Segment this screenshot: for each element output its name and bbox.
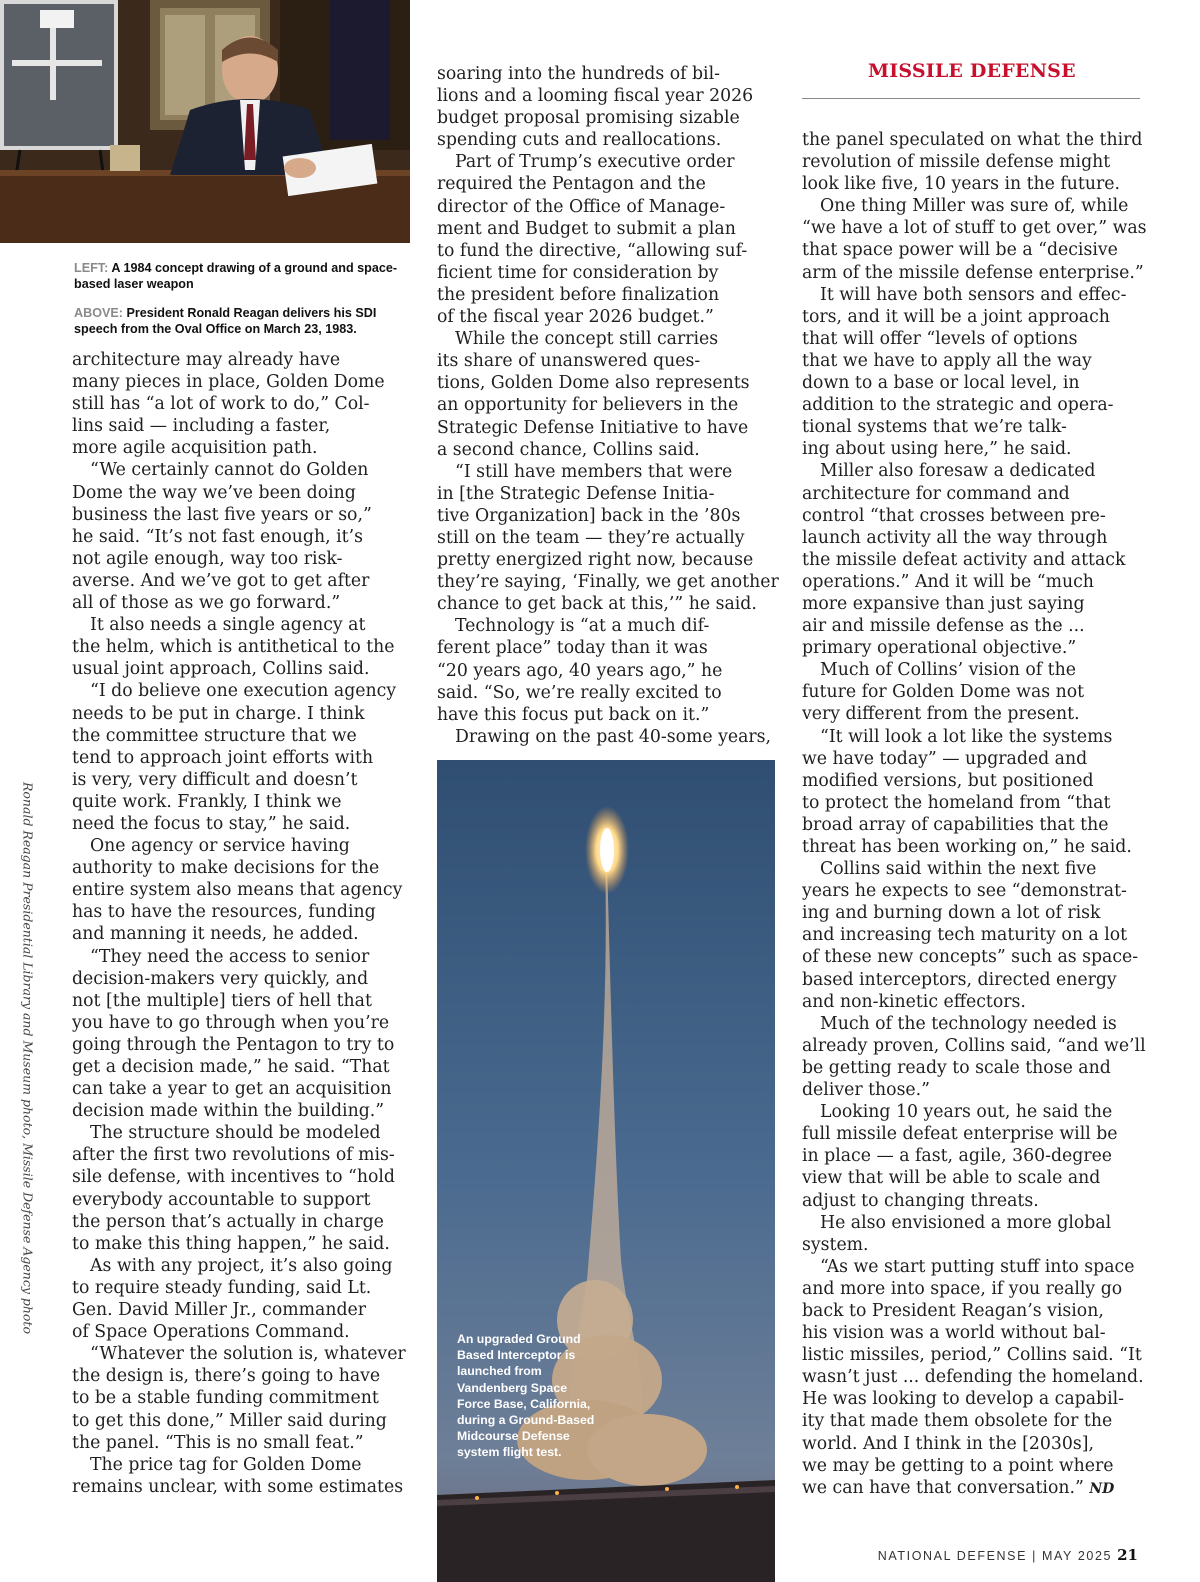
text-line: Collins said within the next five bbox=[820, 859, 1097, 880]
text-line: director of the Office of Manage- bbox=[437, 196, 726, 217]
text-line: Part of Trump’s executive order bbox=[455, 152, 735, 173]
text-line: “I do believe one execution agency bbox=[90, 681, 397, 702]
text-line: look like five, 10 years in the future. bbox=[802, 174, 1120, 195]
text-line: quite work. Frankly, I think we bbox=[72, 791, 342, 812]
text-line: still has “a lot of work to do,” Col- bbox=[72, 394, 370, 415]
text-line: business the last five years or so,” bbox=[72, 504, 372, 525]
text-line: air and missile defense as the ... bbox=[802, 616, 1085, 637]
text-line: he said. “It’s not fast enough, it’s bbox=[72, 526, 363, 547]
text-line: view that will be able to scale and bbox=[802, 1168, 1101, 1189]
text-line: we may be getting to a point where bbox=[802, 1455, 1114, 1476]
text-line: tions, Golden Dome also represents bbox=[437, 373, 750, 394]
end-mark: ND bbox=[1089, 1480, 1115, 1497]
text-line: Drawing on the past 40-some years, bbox=[455, 726, 772, 747]
text-line: addition to the strategic and opera- bbox=[802, 395, 1114, 416]
text-line: He was looking to develop a capabil- bbox=[802, 1389, 1124, 1410]
text-line: needs to be put in charge. I think bbox=[72, 703, 365, 724]
text-line: the missile defeat activity and attack bbox=[802, 549, 1126, 570]
article-column-1 bbox=[72, 349, 422, 1498]
caption-text-above: President Ronald Reagan delivers his SDI speech from the Oval Office on March 23, 1983. bbox=[74, 306, 377, 336]
text-line: modified versions, but positioned bbox=[802, 770, 1094, 791]
left-photo-caption bbox=[74, 260, 404, 292]
text-line: an opportunity for believers in the bbox=[437, 395, 739, 416]
text-line: is very, very difficult and doesn’t bbox=[72, 769, 358, 790]
text-line: a second chance, Collins said. bbox=[437, 439, 700, 460]
text-line: to make this thing happen,” he said. bbox=[72, 1233, 390, 1254]
text-line bbox=[802, 1477, 1147, 1500]
text-line: lins said — including a faster, bbox=[72, 416, 331, 437]
text-line: “They need the access to senior bbox=[90, 946, 370, 967]
text-line: we have today” — upgraded and bbox=[802, 748, 1088, 769]
text-line: and non-kinetic effectors. bbox=[802, 991, 1026, 1012]
text-line: The structure should be modeled bbox=[90, 1123, 381, 1144]
text-line: more expansive than just saying bbox=[802, 593, 1085, 614]
text-line: Dome the way we’ve been doing bbox=[72, 482, 356, 503]
caption-label-left: LEFT: bbox=[74, 261, 109, 275]
reagan-oval-office-photo bbox=[0, 0, 410, 243]
text-line: down to a base or local level, in bbox=[802, 373, 1080, 394]
text-line: be getting ready to scale those and bbox=[802, 1057, 1111, 1078]
text-line: and more into space, if you really go bbox=[802, 1278, 1123, 1299]
text-line: adjust to changing threats. bbox=[802, 1190, 1039, 1211]
text-line: future for Golden Dome was not bbox=[802, 682, 1085, 703]
page-footer bbox=[878, 1546, 1138, 1564]
text-line: pretty energized right now, because bbox=[437, 550, 754, 571]
above-photo-caption bbox=[74, 305, 404, 337]
text-line: in [the Strategic Defense Initia- bbox=[437, 483, 715, 504]
text-line: launch activity all the way through bbox=[802, 527, 1108, 548]
text-line: ment and Budget to submit a plan bbox=[437, 218, 736, 239]
text-line: Much of Collins’ vision of the bbox=[820, 660, 1076, 681]
text-line-last: we can have that conversation.” bbox=[802, 1477, 1084, 1498]
text-line: the president before finalization bbox=[437, 284, 720, 305]
text-line: control “that crosses between pre- bbox=[802, 505, 1106, 526]
text-line: required the Pentagon and the bbox=[437, 174, 706, 195]
text-line: threat has been working on,” he said. bbox=[802, 837, 1132, 857]
text-line: to protect the homeland from “that bbox=[802, 792, 1111, 813]
text-line: the panel speculated on what the third bbox=[802, 130, 1143, 150]
text-line: and increasing tech maturity on a lot bbox=[802, 925, 1128, 946]
section-title: MISSILE DEFENSE bbox=[868, 60, 1076, 82]
footer-separator: | bbox=[1032, 1549, 1037, 1563]
text-line: full missile defeat enterprise will be bbox=[802, 1124, 1118, 1145]
text-line: to require steady funding, said Lt. bbox=[72, 1277, 372, 1298]
text-line: tive Organization] back in the ’80s bbox=[437, 505, 741, 526]
text-line: Looking 10 years out, he said the bbox=[820, 1102, 1113, 1123]
text-line: listic missiles, period,” Collins said. “It bbox=[802, 1345, 1142, 1366]
text-line: “We certainly cannot do Golden bbox=[90, 460, 369, 481]
text-line: “As we start putting stuff into space bbox=[820, 1256, 1135, 1277]
text-line: He also envisioned a more global bbox=[820, 1212, 1112, 1233]
text-line: deliver those.” bbox=[802, 1080, 930, 1101]
text-line: entire system also means that agency bbox=[72, 880, 403, 901]
text-line: decision-makers very quickly, and bbox=[72, 968, 369, 989]
text-line: lions and a looming fiscal year 2026 bbox=[437, 86, 754, 107]
text-line: architecture may already have bbox=[72, 350, 341, 370]
text-line: remains unclear, with some estimates bbox=[72, 1476, 404, 1497]
text-line: of Space Operations Command. bbox=[72, 1322, 350, 1343]
text-line: need the focus to stay,” he said. bbox=[72, 813, 351, 834]
text-line: you have to go through when you’re bbox=[72, 1012, 390, 1033]
text-line: going through the Pentagon to try to bbox=[72, 1034, 395, 1055]
text-line: authority to make decisions for the bbox=[72, 858, 380, 879]
text-line: “Whatever the solution is, whatever bbox=[90, 1344, 406, 1365]
article-column-3 bbox=[802, 129, 1147, 1500]
text-line: still on the team — they’re actually bbox=[437, 527, 745, 548]
text-line: to fund the directive, “allowing suf- bbox=[437, 240, 748, 261]
text-line: more agile acquisition path. bbox=[72, 438, 318, 459]
text-line: in place — a fast, agile, 360-degree bbox=[802, 1146, 1113, 1167]
text-line: “we have a lot of stuff to get over,” was bbox=[802, 218, 1147, 239]
text-line: usual joint approach, Collins said. bbox=[72, 659, 370, 680]
text-line: Strategic Defense Initiative to have bbox=[437, 417, 749, 438]
issue-date: MAY 2025 bbox=[1042, 1549, 1113, 1563]
text-line: based interceptors, directed energy bbox=[802, 969, 1117, 990]
text-line: of the fiscal year 2026 budget.” bbox=[437, 307, 714, 328]
text-line: “20 years ago, 40 years ago,” he bbox=[437, 660, 723, 681]
text-line: after the first two revolutions of mis- bbox=[72, 1145, 395, 1166]
text-line: architecture for command and bbox=[802, 483, 1070, 504]
interceptor-launch-photo bbox=[437, 760, 775, 1582]
text-line: The price tag for Golden Dome bbox=[90, 1454, 362, 1475]
text-line: many pieces in place, Golden Dome bbox=[72, 372, 385, 393]
photo-credit: Ronald Reagan Presidential Library and Museum photo, Missile Defense Agency photo bbox=[20, 782, 36, 1334]
caption-label-above: ABOVE: bbox=[74, 306, 123, 320]
text-line: has to have the resources, funding bbox=[72, 902, 376, 923]
text-line: broad array of capabilities that the bbox=[802, 814, 1109, 835]
text-line: to be a stable funding commitment bbox=[72, 1388, 379, 1409]
text-line: sile defense, with incentives to “hold bbox=[72, 1167, 395, 1188]
text-line: the person that’s actually in charge bbox=[72, 1211, 384, 1232]
text-line: system. bbox=[802, 1234, 869, 1255]
text-line: world. And I think in the [2030s], bbox=[802, 1433, 1094, 1454]
text-line: operations.” And it will be “much bbox=[802, 571, 1094, 592]
text-line: It will have both sensors and effec- bbox=[820, 284, 1127, 305]
text-line: tors, and it will be a joint approach bbox=[802, 306, 1110, 327]
text-line: primary operational objective.” bbox=[802, 638, 1077, 659]
text-line: his vision was a world without bal- bbox=[802, 1323, 1106, 1344]
caption-text-left: A 1984 concept drawing of a ground and space-based laser weapon bbox=[74, 261, 398, 291]
text-line: the helm, which is antithetical to the bbox=[72, 637, 395, 658]
text-line: arm of the missile defense enterprise.” bbox=[802, 262, 1144, 283]
text-line: the committee structure that we bbox=[72, 725, 357, 746]
text-line: Miller also foresaw a dedicated bbox=[820, 461, 1096, 482]
text-line: tional systems that we’re talk- bbox=[802, 417, 1067, 438]
launch-photo-caption: An upgraded Ground Based Interceptor is launched from Vandenberg Space Force Base, California, during a Ground-Based Midcourse Defense system flight test. bbox=[457, 1332, 595, 1460]
text-line: As with any project, it’s also going bbox=[90, 1255, 393, 1276]
text-line: One agency or service having bbox=[90, 836, 350, 857]
text-line: While the concept still carries bbox=[455, 329, 719, 350]
text-line: years he expects to see “demonstrat- bbox=[802, 881, 1127, 902]
text-line: already proven, Collins said, “and we’ll bbox=[802, 1035, 1146, 1056]
text-line: and manning it needs, he added. bbox=[72, 924, 359, 945]
text-line: have this focus put back on it.” bbox=[437, 704, 710, 725]
text-line: ity that made them obsolete for the bbox=[802, 1411, 1113, 1432]
text-line: averse. And we’ve got to get after bbox=[72, 570, 370, 591]
text-line: the design is, there’s going to have bbox=[72, 1366, 381, 1387]
text-line: chance to get back at this,’” he said. bbox=[437, 594, 757, 615]
page-number: 21 bbox=[1117, 1546, 1138, 1564]
text-line: said. “So, we’re really excited to bbox=[437, 682, 722, 703]
text-line: all of those as we go forward.” bbox=[72, 593, 341, 614]
text-line: everybody accountable to support bbox=[72, 1189, 371, 1210]
text-line: ficient time for consideration by bbox=[437, 262, 719, 283]
text-line: budget proposal promising sizable bbox=[437, 108, 740, 129]
text-line: “It will look a lot like the systems bbox=[820, 726, 1113, 747]
text-line: of these new concepts” such as space- bbox=[802, 947, 1139, 968]
text-line: can take a year to get an acquisition bbox=[72, 1079, 392, 1100]
text-line: not [the multiple] tiers of hell that bbox=[72, 990, 372, 1011]
text-line: that we have to apply all the way bbox=[802, 350, 1092, 371]
text-line: It also needs a single agency at bbox=[90, 615, 366, 636]
text-line: not agile enough, way too risk- bbox=[72, 548, 343, 569]
text-line: revolution of missile defense might bbox=[802, 152, 1111, 173]
text-line: Gen. David Miller Jr., commander bbox=[72, 1300, 367, 1321]
article-column-2 bbox=[437, 63, 777, 748]
text-line: decision made within the building.” bbox=[72, 1101, 385, 1122]
text-line: spending cuts and reallocations. bbox=[437, 130, 722, 151]
text-line: Technology is “at a much dif- bbox=[455, 616, 710, 637]
text-line: Much of the technology needed is bbox=[820, 1013, 1117, 1034]
text-line: to get this done,” Miller said during bbox=[72, 1410, 387, 1431]
text-line: tend to approach joint efforts with bbox=[72, 747, 374, 768]
text-line: its share of unanswered ques- bbox=[437, 351, 701, 372]
header-divider bbox=[802, 98, 1140, 99]
text-line: they’re saying, ‘Finally, we get another bbox=[437, 572, 779, 593]
text-line: the panel. “This is no small feat.” bbox=[72, 1432, 364, 1453]
text-line: ferent place” today than it was bbox=[437, 638, 708, 659]
text-line: One thing Miller was sure of, while bbox=[820, 196, 1129, 217]
text-line: back to President Reagan’s vision, bbox=[802, 1300, 1104, 1321]
text-line: soaring into the hundreds of bil- bbox=[437, 64, 720, 84]
text-line: that space power will be a “decisive bbox=[802, 240, 1118, 261]
text-line: “I still have members that were bbox=[455, 461, 733, 482]
text-line: that will offer “levels of options bbox=[802, 328, 1078, 349]
text-line: wasn’t just ... defending the homeland. bbox=[802, 1367, 1144, 1388]
reagan-photo-illustration bbox=[0, 0, 410, 243]
text-line: very different from the present. bbox=[802, 704, 1080, 725]
text-line: ing about using here,” he said. bbox=[802, 439, 1072, 460]
text-line: ing and burning down a lot of risk bbox=[802, 903, 1101, 924]
publication-name: NATIONAL DEFENSE bbox=[877, 1549, 1028, 1563]
text-line: get a decision made,” he said. “That bbox=[72, 1057, 390, 1077]
